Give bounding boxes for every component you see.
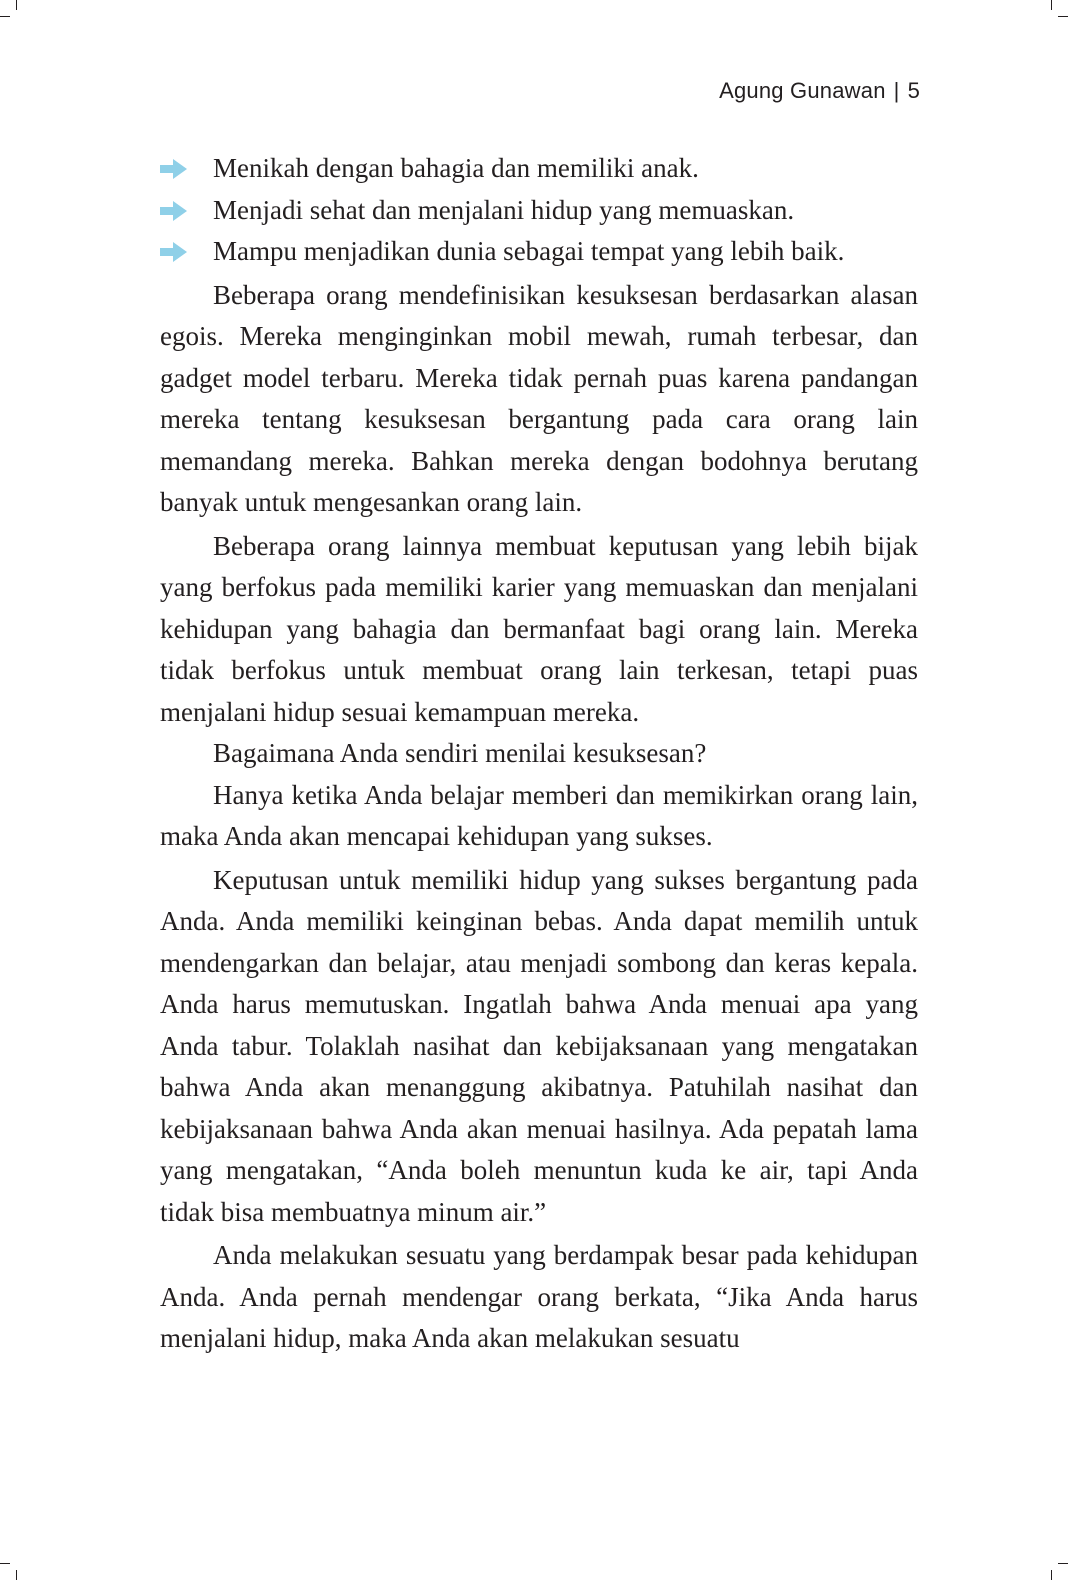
crop-mark-top-left-v xyxy=(16,0,17,10)
page-body xyxy=(160,148,918,1360)
crop-mark-bottom-right-h xyxy=(1058,1563,1068,1564)
crop-mark-top-right-h xyxy=(1058,16,1068,17)
paragraph: Bagaimana Anda sendiri menilai kesuksesan? xyxy=(213,738,707,768)
list-item xyxy=(160,190,918,232)
bullet-list xyxy=(160,148,918,273)
header-separator: | xyxy=(893,78,900,103)
list-item xyxy=(160,148,918,190)
arrow-right-icon xyxy=(160,158,188,180)
bullet-text: Mampu menjadikan dunia sebagai tempat yang lebih baik. xyxy=(213,236,845,266)
crop-mark-bottom-right-v xyxy=(1051,1570,1052,1580)
crop-mark-bottom-left-v xyxy=(16,1570,17,1580)
arrow-right-icon xyxy=(160,200,188,222)
crop-mark-top-right-v xyxy=(1051,0,1052,10)
arrow-right-icon xyxy=(160,241,188,263)
crop-mark-top-left-h xyxy=(0,16,10,17)
paragraph: Beberapa orang mendefinisikan kesuksesan berdasarkan alasan egois. Mereka menginginkan mobil mewah, rumah terbesar, dan gadget model terbaru. Mereka tidak pernah puas karena pandangan mereka tentang kesuksesan bergantung pada cara orang lain memandang mereka. Bahkan mereka dengan bodohnya berutang banyak untuk mengesankan orang lain. xyxy=(160,279,918,517)
bullet-text: Menikah dengan bahagia dan memiliki anak. xyxy=(213,153,699,183)
list-item xyxy=(160,231,918,273)
bullet-text: Menjadi sehat dan menjalani hidup yang memuaskan. xyxy=(213,194,795,225)
page-number: 5 xyxy=(907,78,920,103)
paragraph: Anda melakukan sesuatu yang berdampak besar pada kehidupan Anda. Anda pernah mendengar orang berkata, “Jika Anda harus menjalani hidup, maka Anda akan melakukan sesuatu xyxy=(160,1240,918,1353)
paragraph: Keputusan untuk memiliki hidup yang sukses bergantung pada Anda. Anda memiliki keinginan bebas. Anda dapat memilih untuk mendengarkan dan belajar, atau menjadi sombong dan keras kepala. Anda harus memutuskan. Ingatlah bahwa Anda menuai apa yang Anda tabur. Tolaklah nasihat dan kebijaksanaan yang mengatakan bahwa Anda akan menanggung akibatnya. Patuhilah nasihat dan kebijaksanaan bahwa Anda akan menuai hasilnya. Ada pepatah lama yang mengatakan, “Anda boleh menuntun kuda ke air, tapi Anda tidak bisa membuatnya minum air.” xyxy=(160,864,918,1227)
running-header xyxy=(719,78,920,104)
crop-mark-bottom-left-h xyxy=(0,1563,10,1564)
paragraph: Hanya ketika Anda belajar memberi dan memikirkan orang lain, maka Anda akan mencapai kehidupan yang sukses. xyxy=(160,779,918,851)
paragraph: Beberapa orang lainnya membuat keputusan yang lebih bijak yang berfokus pada memiliki karier yang memuaskan dan menjalani kehidupan yang bahagia dan bermanfaat bagi orang lain. Mereka tidak berfokus untuk membuat orang lain terkesan, tetapi puas menjalani hidup sesuai kemampuan mereka. xyxy=(160,530,918,727)
header-author: Agung Gunawan xyxy=(719,78,886,103)
